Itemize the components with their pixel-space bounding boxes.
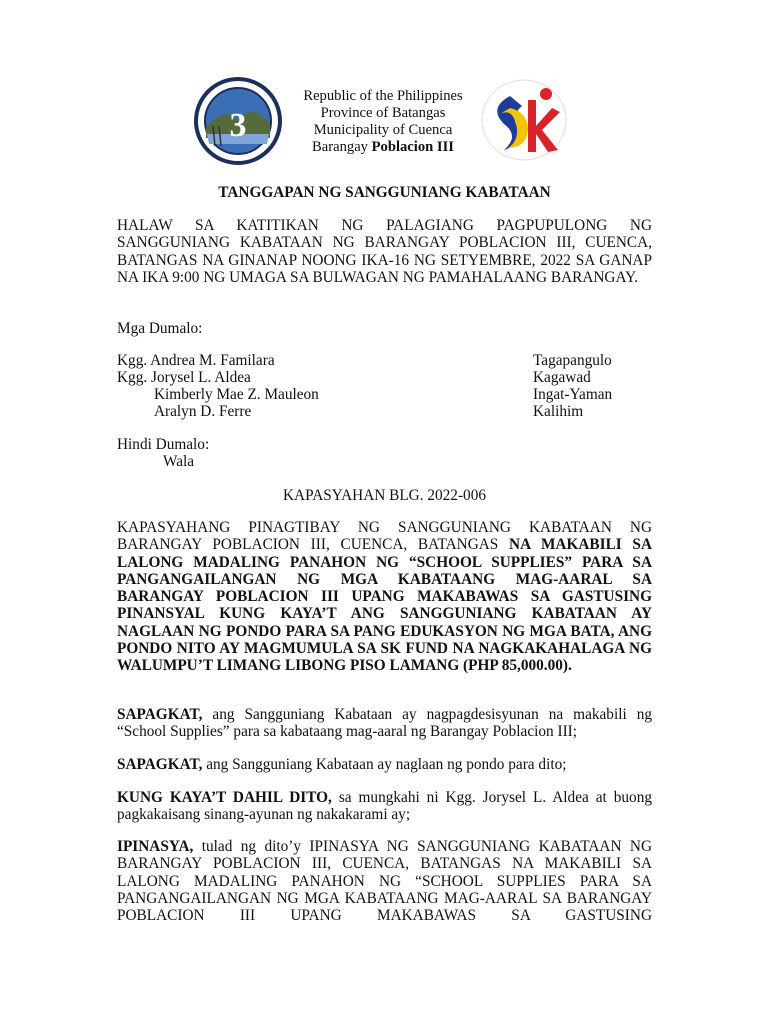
address-line-province: Province of Batangas	[320, 105, 446, 121]
resolved-lead: IPINASYA,	[117, 838, 194, 855]
resolved-clause	[117, 838, 652, 924]
resolution-title-plain: KAPASYAHANG PINAGTIBAY NG SANGGUNIANG KABATAAN NG BARANGAY POBLACION III, CUENCA, BATANGAS	[117, 519, 652, 554]
attendee-role: Kalihim	[533, 403, 584, 420]
list-item	[117, 369, 652, 386]
motion-lead: KUNG KAYA’T DAHIL DITO,	[117, 789, 332, 806]
resolution-title-paragraph	[117, 519, 652, 675]
attendee-role: Kagawad	[533, 369, 591, 386]
address-line-municipality: Municipality of Cuenca	[313, 122, 453, 138]
resolved-text: tulad ng dito’y IPINASYA NG SANGGUNIANG KABATAAN NG BARANGAY POBLACION III, CUENCA, BATANGAS NA MAKABILI SA LALONG MADALING PANAHON NG “SCHOOL SUPPLIES PARA SA PANGANGAILANGAN NG MGA KABATAANG MAG-AARAL SA BARANGAY POBLACION III UPANG MAKABAWAS SA GASTUSING	[117, 838, 652, 925]
resolution-number: KAPASYAHAN BLG. 2022-006	[283, 487, 486, 504]
whereas-lead: SAPAGKAT,	[117, 756, 203, 773]
svg-text:3: 3	[229, 107, 247, 144]
motion-clause	[117, 789, 652, 824]
attendee-name: Kgg. Jorysel L. Aldea	[117, 369, 251, 386]
address-line-barangay: Barangay Poblacion III	[312, 139, 454, 155]
attendee-role: Ingat-Yaman	[533, 386, 613, 403]
absent-label: Hindi Dumalo:	[117, 436, 210, 453]
whereas-clause-1	[117, 706, 652, 741]
whereas-clause-2	[117, 756, 652, 773]
resolution-title-bold: NA MAKABILI SA LALONG MADALING PANAHON NG “SCHOOL SUPPLIES” PARA SA PANGANGAILANGAN NG MGA KABATAANG MAG-AARAL SA BARANGAY POBLACION III UPANG MAKABAWAS SA GASTUSING PINANSYAL KUNG KAYA’T ANG SANGGUNIANG KABATAAN AY NAGLAAN NG PONDO PARA SA PANG EDUKASYON NG MGA BATA, ANG PONDO NITO AY MAGMUMULA SA SK FUND NA NAGKAKAHALAGA NG WALUMPU’T LIMANG LIBONG PISO LAMANG (PHP 85,000.00).	[117, 536, 652, 675]
attendee-name: Kimberly Mae Z. Mauleon	[154, 386, 319, 403]
attendee-role: Tagapangulo	[533, 352, 612, 369]
list-item	[117, 386, 652, 403]
absent-value: Wala	[163, 453, 195, 470]
attendees-label: Mga Dumalo:	[117, 320, 203, 337]
barangay-seal-logo	[193, 76, 283, 166]
attendees-list	[117, 352, 652, 422]
address-line-republic: Republic of the Philippines	[303, 88, 463, 104]
minutes-intro-paragraph: HALAW SA KATITIKAN NG PALAGIANG PAGPUPULONG NG SANGGUNIANG KABATAAN NG BARANGAY POBLACION III, CUENCA, BATANGAS NA GINANAP NOONG IKA-16 NG SETYEMBRE, 2022 SA GANAP NA IKA 9:00 NG UMAGA SA BULWAGAN NG PAMAHALAANG BARANGAY.	[117, 217, 652, 286]
whereas-text: ang Sangguniang Kabataan ay nagpagdesisyunan na makabili ng “School Supplies” para sa kabataang mag-aaral ng Barangay Poblacion III;	[117, 706, 652, 741]
attendee-name: Aralyn D. Ferre	[154, 403, 252, 420]
motion-text: sa mungkahi ni Kgg. Jorysel L. Aldea at buong pagkakaisang sinang-ayunan ng nakakarami ay;	[117, 789, 652, 824]
sk-logo	[480, 78, 568, 162]
attendee-name: Kgg. Andrea M. Familara	[117, 352, 275, 369]
office-title: TANGGAPAN NG SANGGUNIANG KABATAAN	[218, 184, 551, 201]
list-item	[117, 403, 652, 420]
whereas-text: ang Sangguniang Kabataan ay naglaan ng pondo para dito;	[202, 756, 567, 773]
letterhead	[0, 0, 768, 170]
whereas-lead: SAPAGKAT,	[117, 706, 203, 723]
letterhead-address	[283, 88, 483, 156]
list-item	[117, 352, 652, 369]
